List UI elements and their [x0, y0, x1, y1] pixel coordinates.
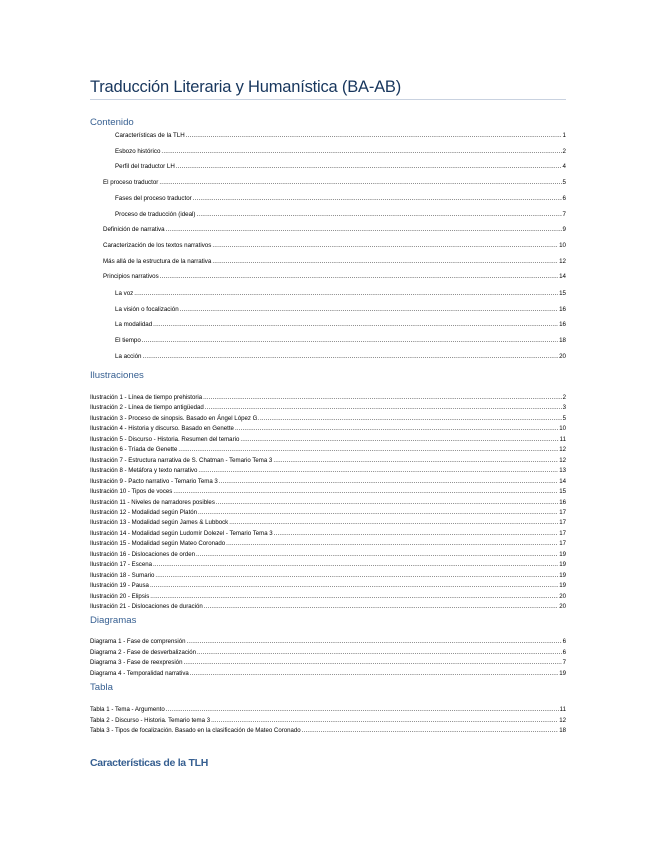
toc-entry-label: La visión o focalización: [115, 306, 179, 313]
ill-entry-page: 13: [559, 467, 566, 475]
ill-entry-label: Ilustración 3 - Proceso de sinopsis. Basado en Ángel López G.: [90, 414, 260, 422]
toc-entry[interactable]: [103, 179, 566, 186]
toc-entry-page: 5: [562, 179, 566, 186]
toc-entry[interactable]: [115, 211, 566, 218]
toc-heading: Contenido: [90, 117, 134, 128]
diagrams-heading: Diagramas: [90, 615, 137, 626]
diag-entry[interactable]: [90, 649, 566, 656]
ill-entry[interactable]: [90, 499, 566, 506]
toc-entry[interactable]: [115, 321, 566, 328]
ill-entry[interactable]: [90, 561, 566, 568]
ill-entry[interactable]: [90, 509, 566, 516]
diag-entry-leader: [183, 659, 561, 666]
ill-entry-leader: [150, 582, 558, 589]
ill-entry-page: 2: [562, 394, 566, 401]
ill-entry-page: 15: [559, 488, 566, 496]
toc-entry-page: 10: [559, 242, 566, 249]
diag-entry-page: 7: [562, 659, 566, 667]
ill-entry-label: Ilustración 5 - Discurso - Historia. Resumen del temario: [90, 435, 240, 443]
toc-entry[interactable]: [103, 258, 566, 265]
ill-entry[interactable]: [90, 603, 566, 610]
toc-entry-page: 7: [562, 211, 566, 218]
toc-entry-page: 20: [559, 353, 566, 360]
toc-entry[interactable]: [115, 290, 566, 297]
ill-entry-label: Ilustración 1 - Línea de tiempo prehistoria: [90, 394, 203, 401]
ill-entry-leader: [219, 478, 558, 485]
toc-entry-leader: [180, 306, 558, 313]
ill-entry-label: Ilustración 10 - Tipos de voces: [90, 488, 173, 496]
toc-entry-label: La voz: [115, 290, 134, 297]
toc-entry-page: 14: [559, 273, 566, 280]
toc-entry-label: Esbozo histórico: [115, 148, 161, 155]
toc-entry-label: Perfil del traductor LH: [115, 163, 175, 170]
ill-entry-label: Ilustración 7 - Estructura narrativa de S. Chatman - Temario Tema 3: [90, 456, 273, 464]
ill-entry[interactable]: [90, 446, 566, 453]
diag-entry-leader: [190, 670, 558, 677]
ill-entry-page: 10: [559, 425, 566, 433]
toc-entry-page: 16: [559, 306, 566, 313]
toc-entry-page: 1: [562, 132, 566, 139]
ill-entry-page: 17: [559, 519, 566, 527]
ill-entry-leader: [155, 572, 558, 579]
ill-entry-page: 20: [559, 592, 566, 600]
toc-entry-leader: [160, 273, 558, 280]
ill-entry-label: Ilustración 21 - Dislocaciones de duración: [90, 603, 203, 610]
ill-entry[interactable]: [90, 551, 566, 558]
document-title: Traducción Literaria y Humanística (BA-AB): [90, 78, 402, 96]
illustrations-heading: Ilustraciones: [90, 370, 144, 381]
diag-entry-label: Diagrama 3 - Fase de reexpresión: [90, 659, 183, 667]
ill-entry-page: 14: [559, 477, 566, 485]
ill-entry-leader: [150, 593, 558, 600]
table-entry[interactable]: [90, 727, 566, 734]
table-entry-page: 11: [559, 706, 566, 713]
toc-entry-leader: [176, 163, 562, 170]
ill-entry-label: Ilustración 20 - Elipsis: [90, 592, 150, 600]
table-entry[interactable]: [90, 717, 566, 724]
ill-entry-leader: [198, 467, 558, 474]
ill-entry-page: 20: [559, 603, 566, 610]
ill-entry[interactable]: [90, 582, 566, 589]
ill-entry-label: Ilustración 9 - Pacto narrativo - Temario Tema 3: [90, 477, 218, 485]
ill-entry-label: Ilustración 16 - Dislocaciones de orden: [90, 550, 196, 558]
toc-entry-label: Definición de narrativa: [103, 226, 165, 233]
ill-entry[interactable]: [90, 530, 566, 537]
ill-entry-leader: [178, 446, 558, 453]
diag-entry-leader: [187, 638, 562, 645]
title-divider: [90, 99, 566, 100]
ill-entry-label: Ilustración 17 - Escena: [90, 561, 152, 569]
ill-entry[interactable]: [90, 425, 566, 432]
ill-entry-leader: [204, 603, 558, 610]
toc-entry[interactable]: [103, 242, 566, 249]
toc-entry-page: 15: [559, 290, 566, 297]
ill-entry-leader: [173, 488, 558, 495]
ill-entry-leader: [226, 540, 558, 547]
toc-entry-leader: [212, 258, 558, 265]
ill-entry-page: 19: [559, 582, 566, 590]
table-entry-label: Tabla 1 - Tema - Argumento: [90, 706, 165, 713]
ill-entry-leader: [235, 425, 558, 432]
toc-entry[interactable]: [115, 195, 566, 202]
ill-entry-leader: [260, 415, 562, 422]
ill-entry[interactable]: [90, 467, 566, 474]
ill-entry[interactable]: [90, 457, 566, 464]
toc-entry-page: 4: [562, 163, 566, 170]
diag-entry[interactable]: [90, 659, 566, 666]
toc-entry-page: 16: [559, 321, 566, 328]
toc-entry-label: Características de la TLH: [115, 132, 185, 139]
toc-entry[interactable]: [115, 353, 566, 360]
ill-entry-label: Ilustración 12 - Modalidad según Platón: [90, 508, 198, 516]
ill-entry-page: 19: [559, 561, 566, 569]
toc-entry-leader: [193, 195, 562, 202]
diag-entry[interactable]: [90, 638, 566, 645]
diag-entry-page: 6: [562, 648, 566, 656]
ill-entry-leader: [229, 519, 558, 526]
ill-entry-page: 16: [559, 498, 566, 506]
toc-entry-leader: [159, 179, 561, 186]
toc-entry-leader: [196, 211, 561, 218]
ill-entry-page: 12: [559, 446, 566, 454]
toc-entry-page: 2: [562, 148, 566, 155]
toc-entry-leader: [134, 290, 558, 297]
diag-entry-page: 19: [559, 669, 566, 677]
diag-entry-label: Diagrama 4 - Temporalidad narrativa: [90, 669, 189, 677]
ill-entry-page: 17: [559, 508, 566, 516]
ill-entry-label: Ilustración 18 - Sumario: [90, 571, 155, 579]
toc-entry-leader: [161, 148, 561, 155]
toc-entry[interactable]: [115, 148, 566, 155]
ill-entry-leader: [198, 509, 558, 516]
toc-entry-leader: [143, 353, 559, 360]
ill-entry[interactable]: [90, 540, 566, 547]
ill-entry-page: 5: [562, 414, 566, 422]
toc-entry[interactable]: [103, 226, 566, 233]
toc-entry-label: El tiempo: [115, 337, 141, 344]
table-entry-page: 12: [559, 716, 566, 724]
toc-entry-leader: [186, 132, 562, 139]
ill-entry[interactable]: [90, 404, 566, 411]
ill-entry-label: Ilustración 19 - Pausa: [90, 582, 149, 590]
ill-entry-page: 17: [559, 540, 566, 548]
toc-entry-page: 12: [559, 258, 566, 265]
ill-entry-page: 19: [559, 571, 566, 579]
toc-entry-label: Fases del proceso traductor: [115, 195, 192, 202]
tables-heading: Tabla: [90, 682, 113, 693]
ill-entry-leader: [196, 551, 558, 558]
toc-entry[interactable]: [115, 163, 566, 170]
ill-entry-leader: [153, 561, 558, 568]
toc-entry-label: Más allá de la estructura de la narrativa: [103, 258, 212, 265]
diag-entry-label: Diagrama 2 - Fase de desverbalización: [90, 648, 197, 656]
table-entry[interactable]: [90, 706, 566, 713]
diag-entry[interactable]: [90, 670, 566, 677]
ill-entry[interactable]: [90, 519, 566, 526]
toc-entry[interactable]: [103, 273, 566, 280]
ill-entry-label: Ilustración 15 - Modalidad según Mateo Coronado: [90, 540, 226, 548]
table-entry-label: Tabla 3 - Tipos de focalización. Basado en la clasificación de Mateo Coronado: [90, 727, 301, 734]
table-entry-leader: [166, 706, 559, 713]
toc-entry-label: La modalidad: [115, 321, 153, 328]
ill-entry[interactable]: [90, 478, 566, 485]
diag-entry-page: 6: [562, 638, 566, 645]
ill-entry-label: Ilustración 4 - Historia y discurso. Basado en Genette: [90, 425, 234, 433]
ill-entry-label: Ilustración 14 - Modalidad según Ludomír Dolezel - Temario Tema 3: [90, 529, 273, 537]
toc-entry-leader: [142, 337, 558, 344]
diag-entry-label: Diagrama 1 - Fase de comprensión: [90, 638, 186, 645]
section-heading: Características de la TLH: [90, 757, 208, 769]
toc-entry[interactable]: [115, 306, 566, 313]
ill-entry[interactable]: [90, 593, 566, 600]
toc-entry-page: 18: [559, 337, 566, 344]
ill-entry-page: 19: [559, 550, 566, 558]
toc-entry-label: La acción: [115, 353, 142, 360]
toc-entry-label: Caracterización de los textos narrativos: [103, 242, 212, 249]
toc-entry-leader: [153, 321, 558, 328]
ill-entry-page: 17: [559, 529, 566, 537]
ill-entry-leader: [273, 457, 558, 464]
ill-entry-page: 11: [559, 435, 566, 443]
toc-entry-label: Principios narrativos: [103, 273, 159, 280]
toc-entry-leader: [166, 226, 562, 233]
ill-entry-label: Ilustración 11 - Niveles de narradores posibles: [90, 498, 215, 506]
ill-entry[interactable]: [90, 394, 566, 401]
ill-entry-leader: [203, 394, 561, 401]
toc-entry[interactable]: [115, 132, 566, 139]
ill-entry-label: Ilustración 13 - Modalidad según James & Lubbock: [90, 519, 229, 527]
ill-entry-label: Ilustración 6 - Tríada de Genette: [90, 446, 178, 454]
ill-entry-label: Ilustración 2 - Línea de tiempo antigüedad: [90, 404, 204, 412]
ill-entry[interactable]: [90, 488, 566, 495]
table-entry-leader: [302, 727, 559, 734]
diag-entry-leader: [197, 649, 562, 656]
ill-entry[interactable]: [90, 436, 566, 443]
toc-entry-leader: [212, 242, 558, 249]
toc-entry-page: 6: [562, 195, 566, 202]
ill-entry-leader: [274, 530, 559, 537]
ill-entry-leader: [216, 499, 558, 506]
ill-entry-leader: [205, 404, 562, 411]
ill-entry[interactable]: [90, 415, 566, 422]
ill-entry-leader: [240, 436, 558, 443]
table-entry-leader: [211, 717, 558, 724]
table-entry-page: 18: [559, 727, 566, 734]
ill-entry-page: 3: [562, 404, 566, 412]
ill-entry[interactable]: [90, 572, 566, 579]
toc-entry-label: El proceso traductor: [103, 179, 159, 186]
ill-entry-label: Ilustración 8 - Metáfora y texto narrativo: [90, 467, 198, 475]
table-entry-label: Tabla 2 - Discurso - Historia. Temario tema 3: [90, 716, 211, 724]
toc-entry-page: 9: [562, 226, 566, 233]
toc-entry-label: Proceso de traducción (ideal): [115, 211, 196, 218]
toc-entry[interactable]: [115, 337, 566, 344]
ill-entry-page: 12: [559, 456, 566, 464]
